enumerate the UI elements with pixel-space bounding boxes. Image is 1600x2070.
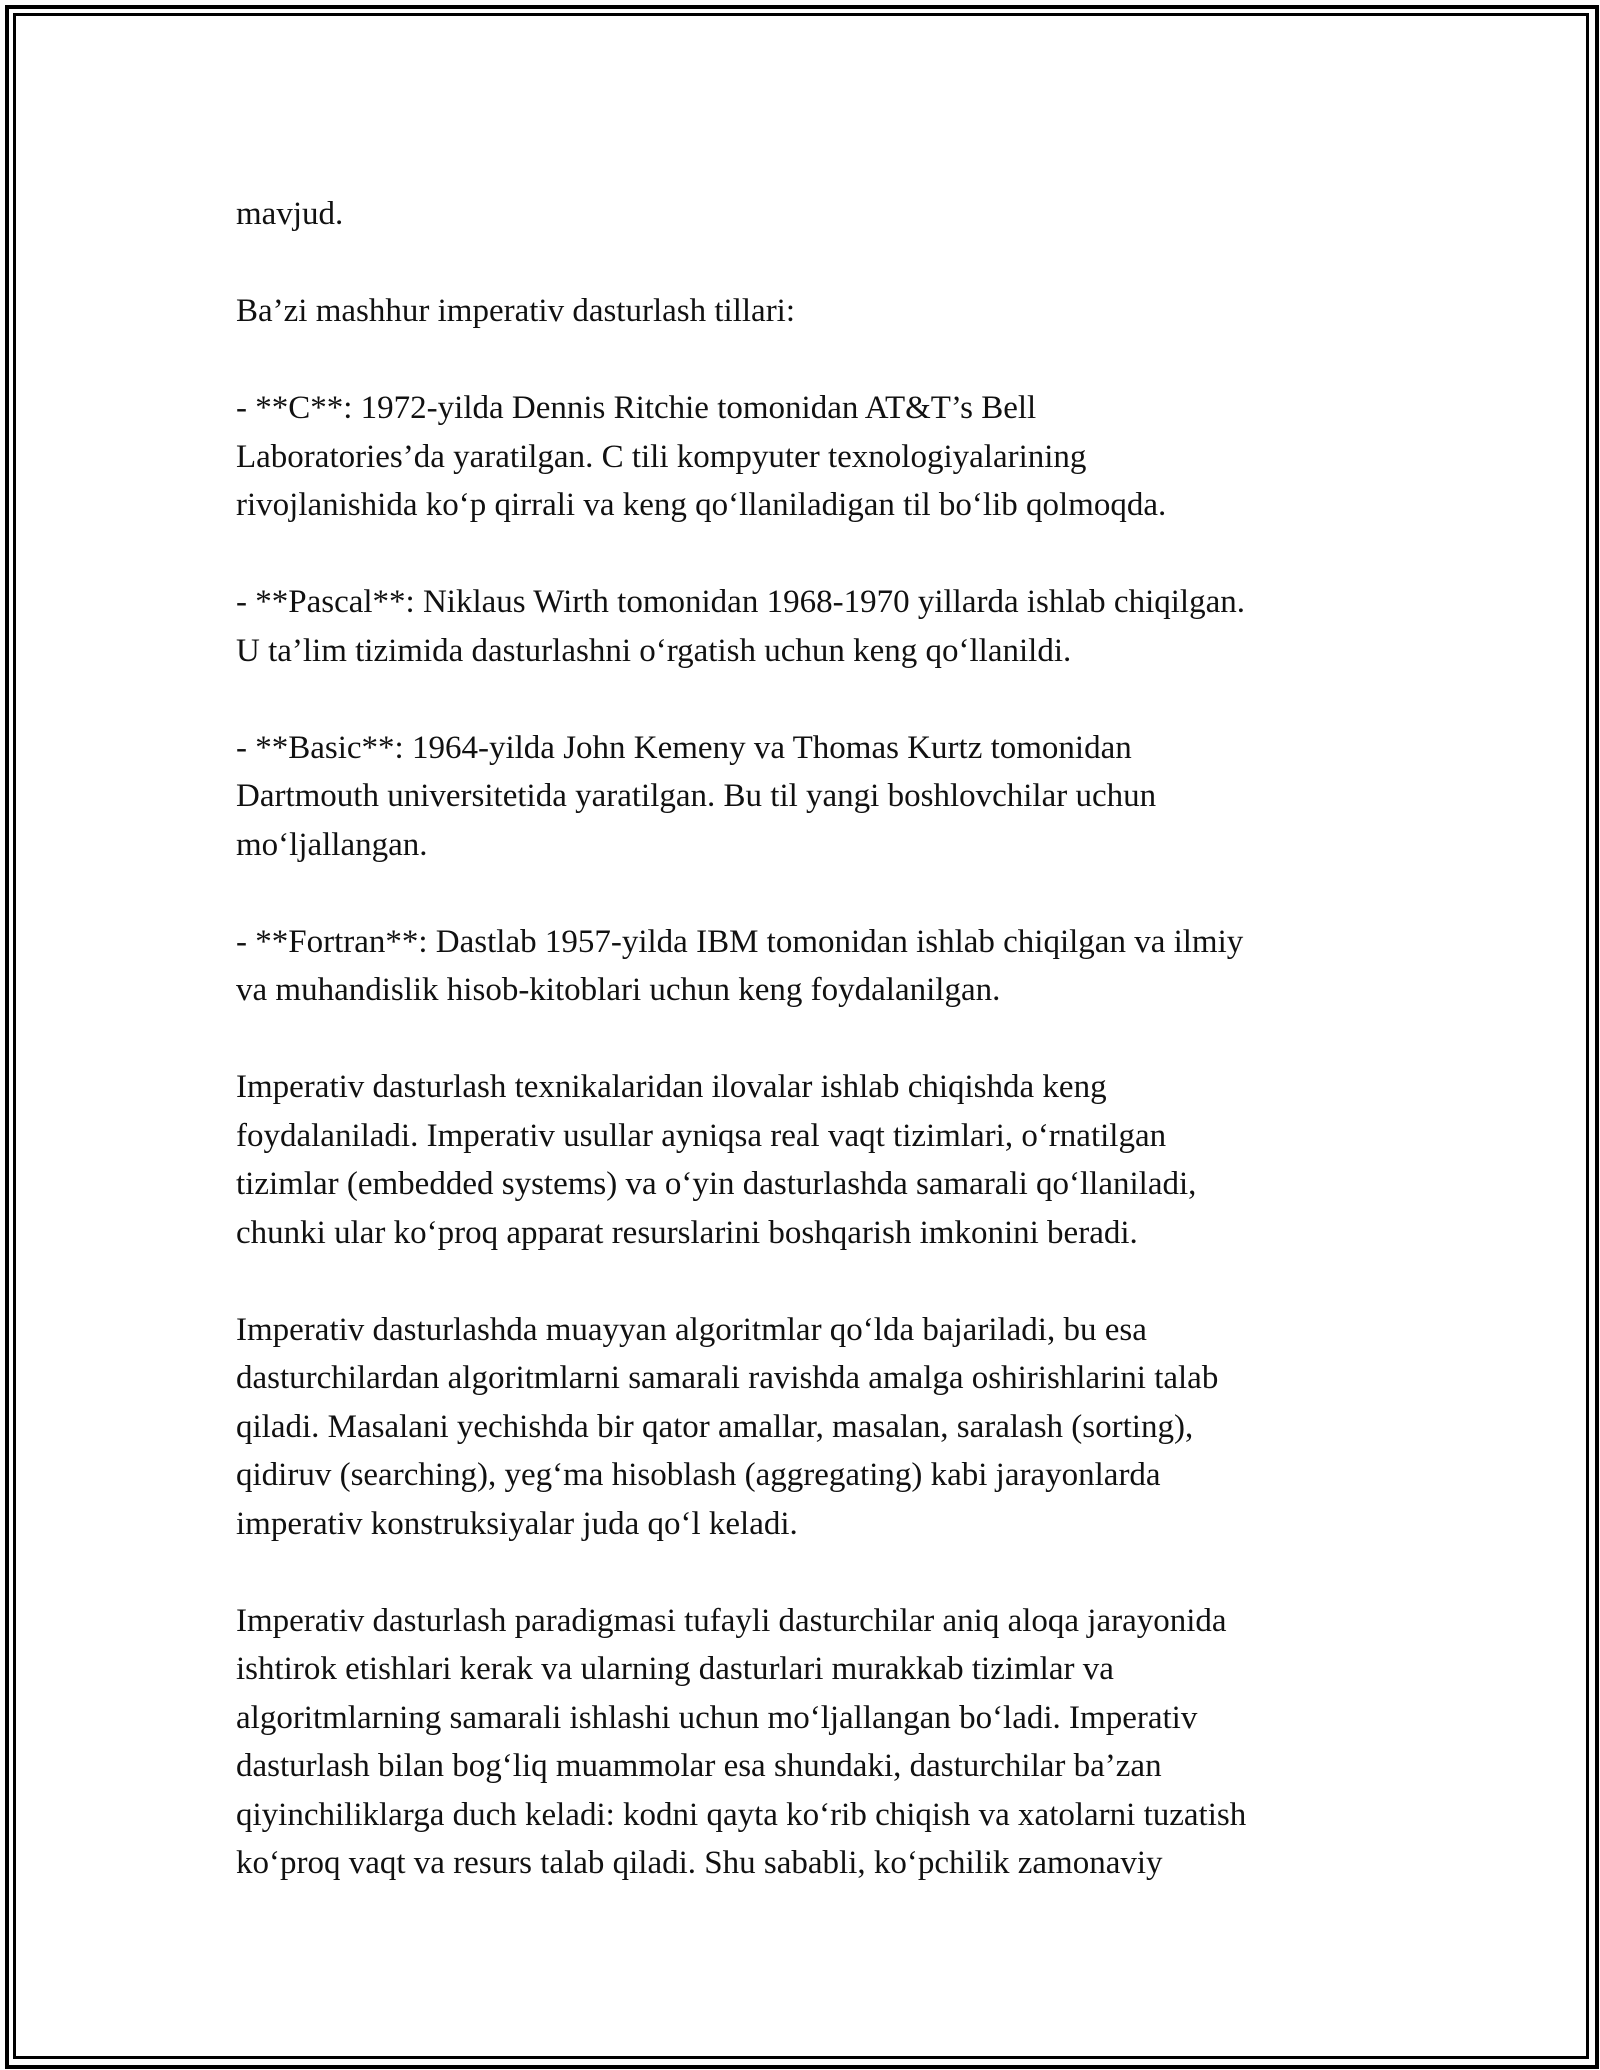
text-line: qidiruv (searching), yeg‘ma hisoblash (aggregating) kabi jarayonlarda — [236, 1457, 1161, 1493]
text-line: Imperativ dasturlash texnikalaridan ilovalar ishlab chiqishda keng — [236, 1069, 1107, 1105]
paragraph-intro-continuation — [236, 190, 1386, 239]
text-line: Imperativ dasturlash paradigmasi tufayli dasturchilar aniq aloqa jarayonida — [236, 1602, 1227, 1639]
text-line: mo‘ljallangan. — [236, 826, 428, 863]
text-line: - **Fortran**: Dastlab 1957-yilda IBM tomonidan ishlab chiqilgan va ilmiy — [236, 923, 1244, 960]
text-line: - **C**: 1972-yilda Dennis Ritchie tomonidan AT&T’s Bell — [236, 390, 1037, 426]
text-line: dasturchilardan algoritmlarni samarali ravishda amalga oshirishlarini talab — [236, 1360, 1219, 1396]
text-line: Ba’zi mashhur imperativ dasturlash tillari: — [236, 293, 796, 329]
paragraph-paradigm-issues — [236, 1597, 1386, 1888]
text-line: dasturlash bilan bog‘liq muammolar esa shundaki, dasturchilar ba’zan — [236, 1748, 1162, 1784]
paragraph-languages-intro — [236, 287, 1386, 336]
paragraph-language-pascal — [236, 578, 1386, 675]
text-line: tizimlar (embedded systems) va o‘yin dasturlashda samarali qo‘llaniladi, — [236, 1166, 1197, 1202]
text-line: Imperativ dasturlashda muayyan algoritmlar qo‘lda bajariladi, bu esa — [236, 1311, 1147, 1348]
text-line: Dartmouth universitetida yaratilgan. Bu til yangi boshlovchilar uchun — [236, 778, 1157, 814]
text-line: va muhandislik hisob-kitoblari uchun keng foydalanilgan. — [236, 972, 1001, 1008]
paragraph-language-basic — [236, 724, 1386, 870]
text-line: rivojlanishida ko‘p qirrali va keng qo‘llaniladigan til bo‘lib qolmoqda. — [236, 487, 1167, 523]
text-line: ko‘proq vaqt va resurs talab qiladi. Shu sababli, ko‘pchilik zamonaviy — [236, 1845, 1163, 1881]
text-line: foydalaniladi. Imperativ usullar ayniqsa real vaqt tizimlari, o‘rnatilgan — [236, 1117, 1167, 1154]
paragraph-applications — [236, 1063, 1386, 1257]
text-line: qiyinchiliklarga duch keladi: kodni qayta ko‘rib chiqish va xatolarni tuzatish — [236, 1796, 1247, 1833]
text-line: qiladi. Masalani yechishda bir qator amallar, masalan, saralash (sorting), — [236, 1408, 1194, 1445]
text-line: imperativ konstruksiyalar juda qo‘l keladi. — [236, 1505, 798, 1542]
text-line: chunki ular ko‘proq apparat resurslarini boshqarish imkonini beradi. — [236, 1214, 1138, 1251]
text-line: Laboratories’da yaratilgan. C tili kompyuter texnologiyalarining — [236, 438, 1087, 475]
paragraph-algorithms — [236, 1306, 1386, 1549]
text-line: U ta’lim tizimida dasturlashni o‘rgatish uchun keng qo‘llanildi. — [236, 632, 1072, 669]
paragraph-language-c — [236, 384, 1386, 530]
text-line: - **Basic**: 1964-yilda John Kemeny va Thomas Kurtz tomonidan — [236, 729, 1132, 766]
document-body — [236, 190, 1386, 1888]
text-line: ishtirok etishlari kerak va ularning dasturlari murakkab tizimlar va — [236, 1651, 1114, 1687]
text-line: mavjud. — [236, 196, 344, 232]
text-line: - **Pascal**: Niklaus Wirth tomonidan 1968-1970 yillarda ishlab chiqilgan. — [236, 584, 1245, 620]
paragraph-language-fortran — [236, 918, 1386, 1015]
text-line: algoritmlarning samarali ishlashi uchun mo‘ljallangan bo‘ladi. Imperativ — [236, 1699, 1198, 1736]
